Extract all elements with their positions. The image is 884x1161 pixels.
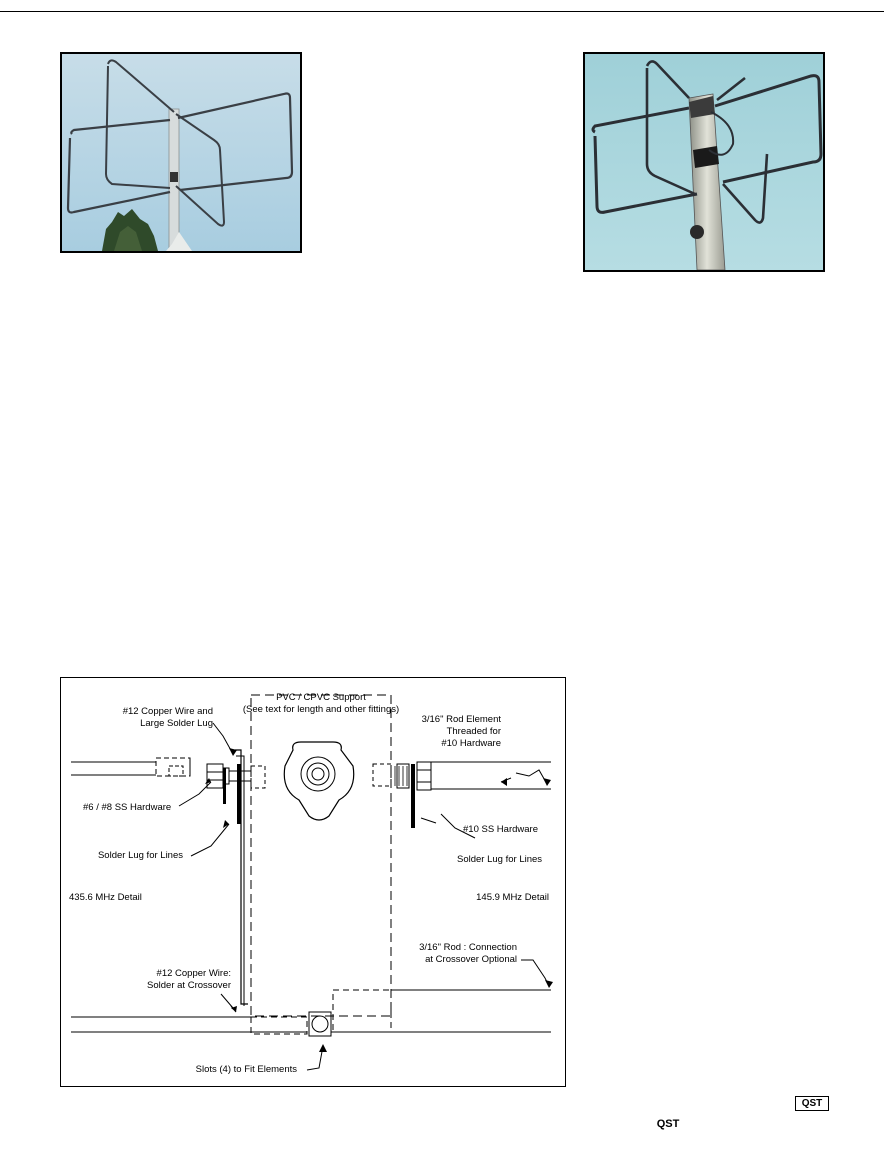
copper-crossover-label-1: #12 Copper Wire: <box>156 968 231 979</box>
solder-lug-right-label: Solder Lug for Lines <box>457 854 543 865</box>
rod-element-label-1: 3/16" Rod Element <box>421 714 501 725</box>
detail-uhf-label: 435.6 MHz Detail <box>69 892 142 903</box>
rod-element-label-2: Threaded for <box>446 726 501 737</box>
hardware-large-label: #10 SS Hardware <box>463 824 538 835</box>
solder-lug-left-label: Solder Lug for Lines <box>97 850 183 861</box>
mount-detail-diagram <box>60 677 566 1087</box>
rod-element-label-3: #10 Hardware <box>441 738 501 749</box>
top-rule <box>0 11 884 12</box>
qst-logo-text: QST <box>656 1118 680 1130</box>
copper-crossover-label-2: Solder at Crossover <box>147 980 231 991</box>
copper-lug-label-2: Large Solder Lug <box>140 718 213 729</box>
antenna-photo-left <box>60 52 302 253</box>
qst-logo <box>795 1096 829 1111</box>
support-title-label: PVC / CPVC Support <box>276 692 366 703</box>
qst-logo <box>650 1117 686 1131</box>
detail-vhf-label: 145.9 MHz Detail <box>476 892 549 903</box>
rod-crossover-label-2: at Crossover Optional <box>425 954 517 965</box>
qst-logo-text: QST <box>801 1098 823 1109</box>
antenna-photo-right <box>583 52 825 272</box>
rod-crossover-label-1: 3/16" Rod : Connection <box>419 942 517 953</box>
slots-label: Slots (4) to Fit Elements <box>195 1064 297 1075</box>
copper-lug-label-1: #12 Copper Wire and <box>122 706 213 717</box>
support-note-label: (See text for length and other fittings) <box>242 704 400 715</box>
hardware-small-label: #6 / #8 SS Hardware <box>83 802 172 813</box>
